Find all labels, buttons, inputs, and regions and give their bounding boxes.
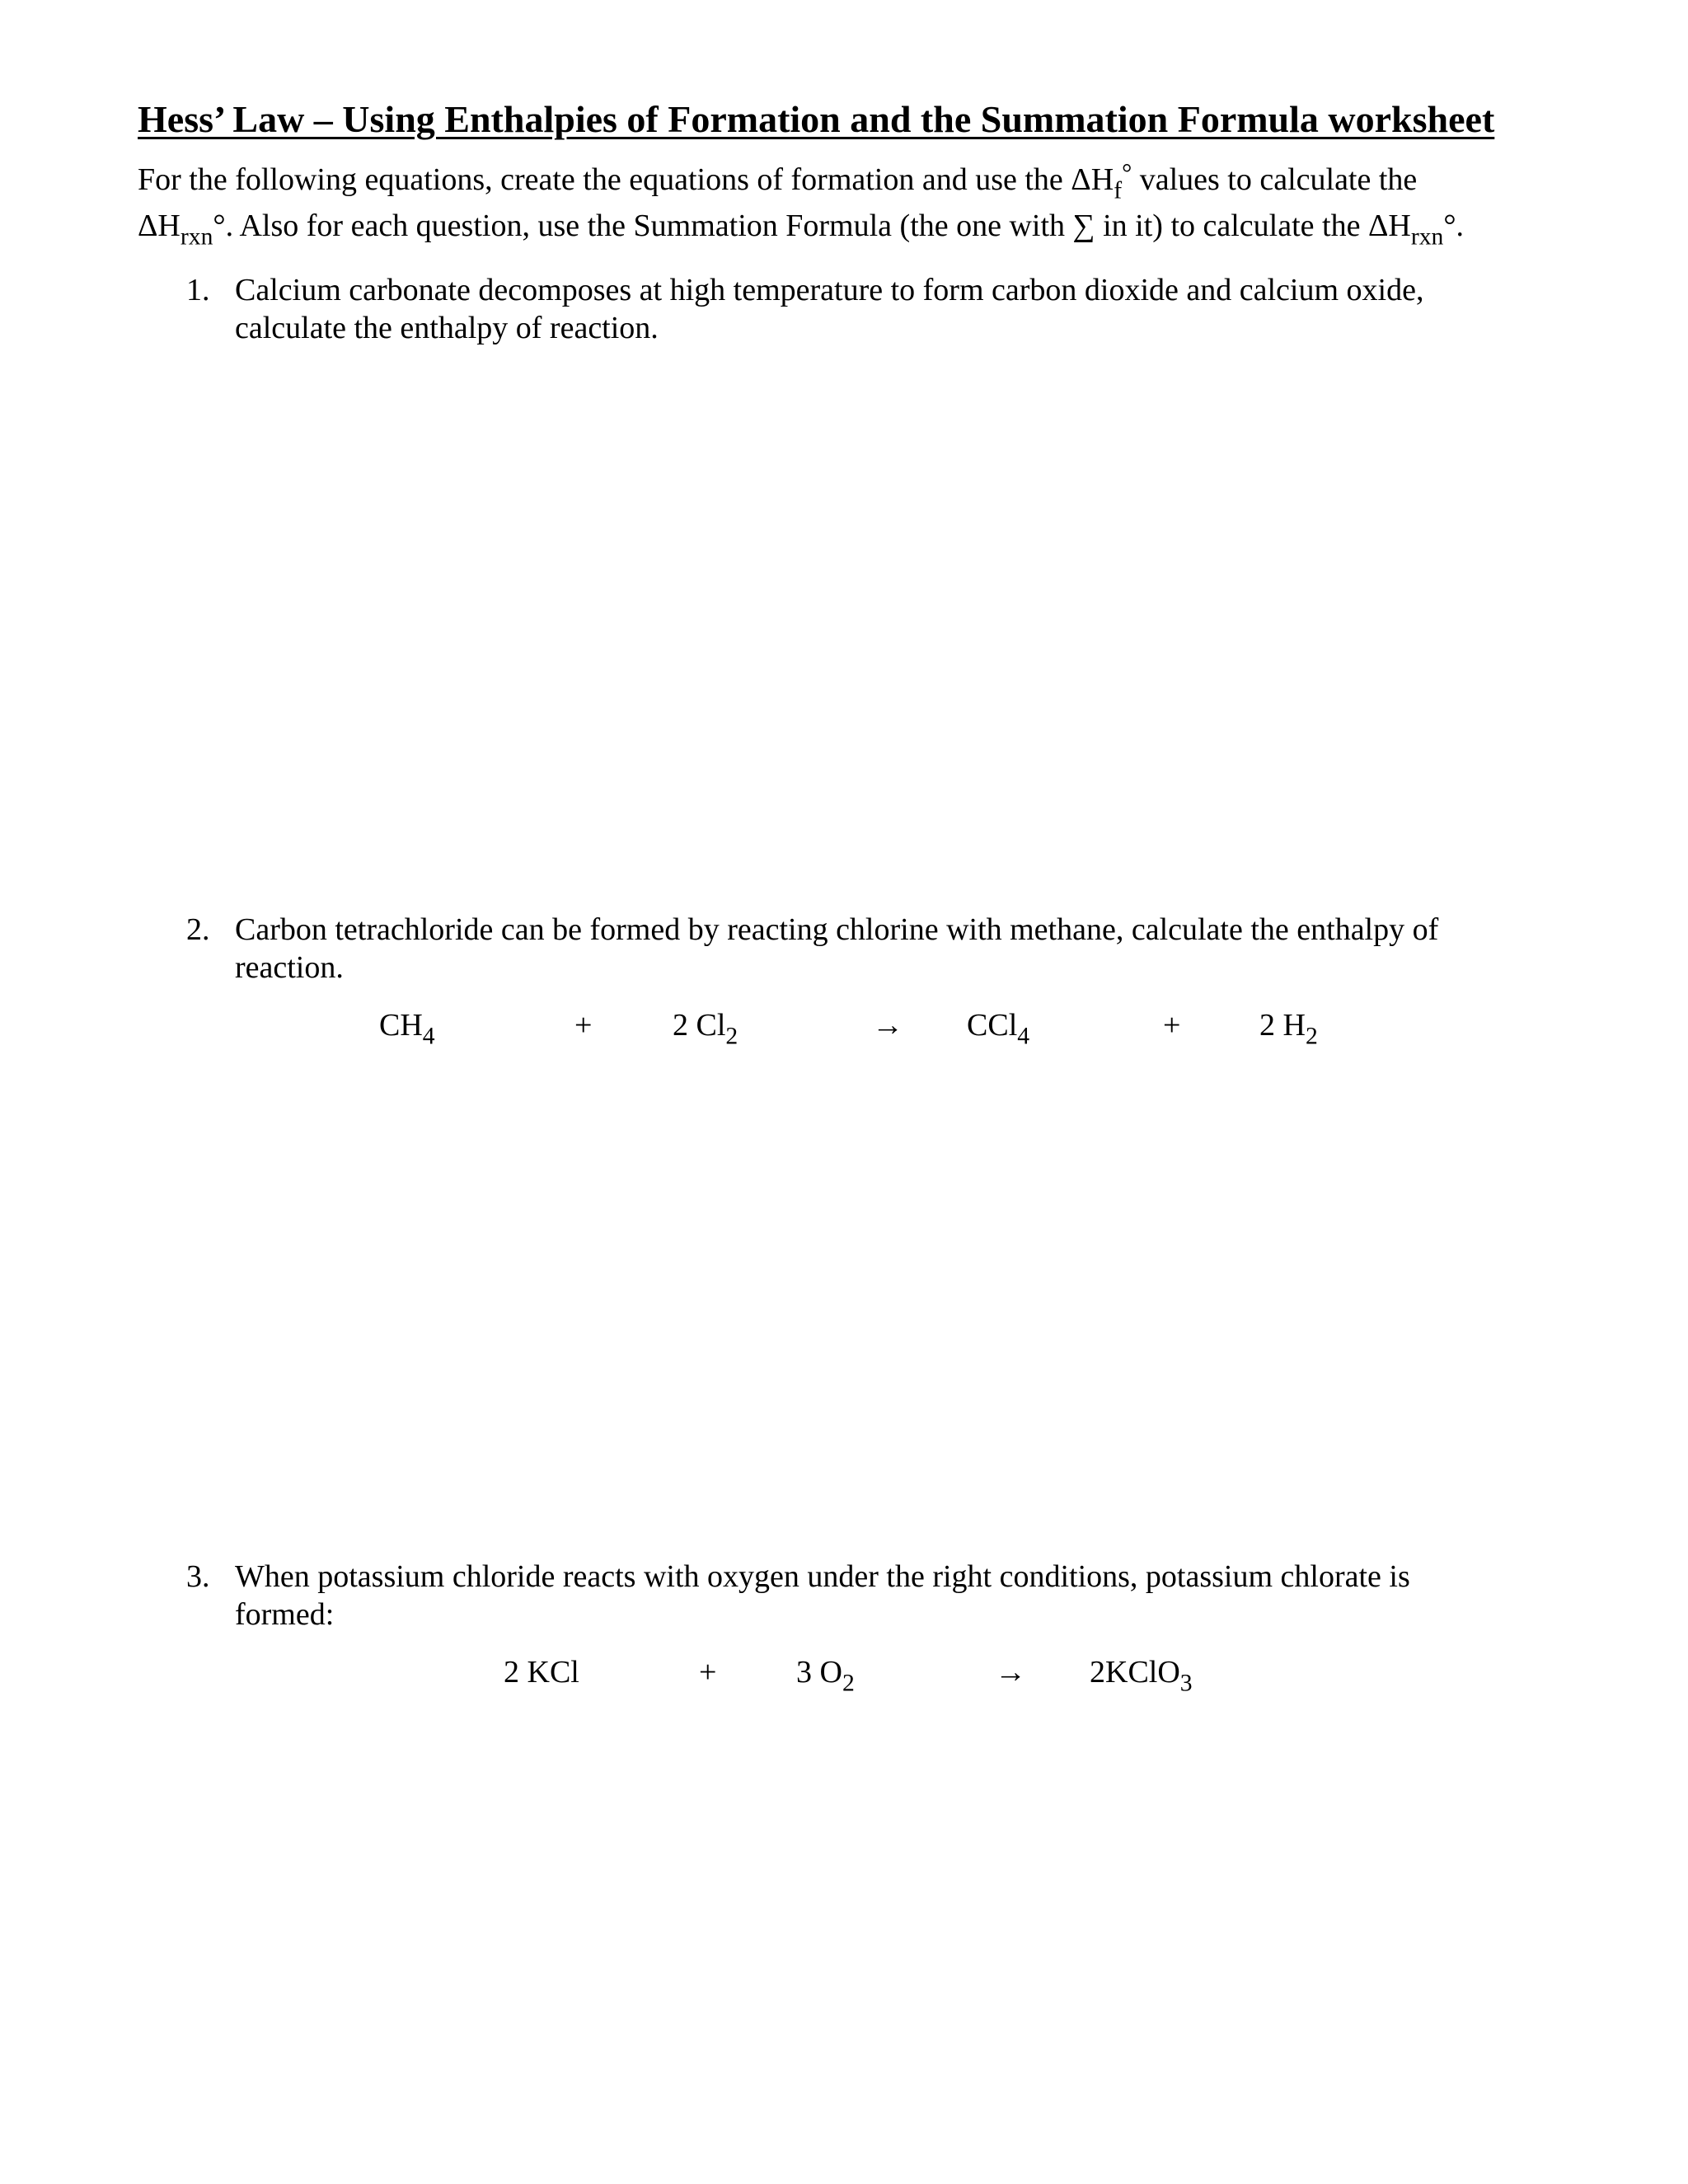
intro-line-1: For the following equations, create the equations of formation and use the $\Delta H_f^\circ$ values to calculate the: [138, 158, 1418, 204]
question-2-text-line-2: reaction.: [235, 950, 344, 985]
question-3-number: 3.: [186, 1559, 210, 1594]
intro-line-2: $\Delta H_{rxn}^\circ$. Also for each question, use the Summation Formula (the one with ∑ in it) to calculate the $\Delta H_{rxn}^\circ$.: [138, 209, 1465, 251]
question-2-text-line-1: Carbon tetrachloride can be formed by reacting chlorine with methane, calculate the enthalpy of: [235, 912, 1439, 947]
product-potassium-chlorate: 2KClO$_3$: [1090, 1655, 1193, 1697]
plus-sign: +: [574, 1008, 593, 1043]
reaction-arrow: →: [872, 1008, 903, 1043]
product-carbon-tetrachloride: CCl$_4$: [967, 1008, 1030, 1050]
question-1-text-line-1: Calcium carbonate decomposes at high temperature to form carbon dioxide and calcium oxide,: [235, 273, 1424, 307]
question-1-text-line-2: calculate the enthalpy of reaction.: [235, 311, 659, 345]
reactant-oxygen: 3 $O_2$: [796, 1655, 855, 1697]
worksheet-title: Hess’ Law – Using Enthalpies of Formation and the Summation Formula worksheet: [138, 98, 1495, 140]
plus-sign: +: [1163, 1008, 1181, 1043]
reactant-chlorine: 2 $Cl_2$: [673, 1008, 738, 1050]
reaction-arrow: →: [995, 1655, 1026, 1690]
product-hydrogen: 2 $H_2$: [1259, 1008, 1318, 1050]
plus-sign: +: [699, 1655, 717, 1690]
reactant-methane: $CH_4$: [379, 1008, 435, 1050]
question-1-number: 1.: [186, 273, 210, 307]
reactant-potassium-chloride: 2 KCl: [504, 1655, 579, 1690]
question-2-number: 2.: [186, 912, 210, 947]
question-3-text-line-2: formed:: [235, 1597, 335, 1632]
question-3-text-line-1: When potassium chloride reacts with oxygen under the right conditions, potassium chlorate is: [235, 1559, 1410, 1594]
